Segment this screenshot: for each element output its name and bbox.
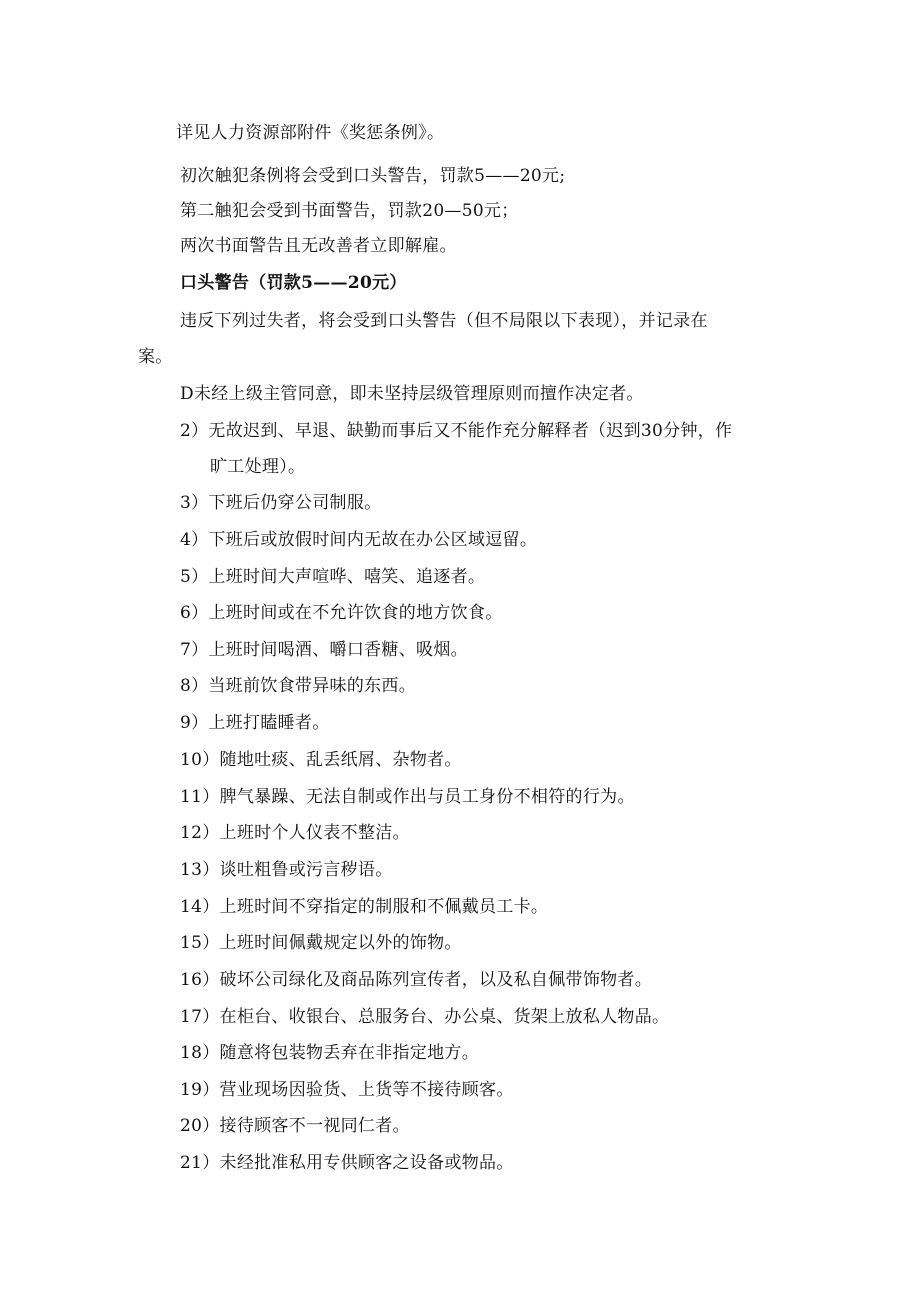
- list-item: 20）接待顾客不一视同仁者。: [180, 1116, 410, 1136]
- list-item: 13）谈吐粗鲁或污言秽语。: [180, 860, 393, 880]
- list-item: 9）上班打瞌睡者。: [180, 713, 330, 733]
- list-item: 14）上班时间不穿指定的制服和不佩戴员工卡。: [180, 897, 549, 917]
- list-item: 6）上班时间或在不允许饮食的地方饮食。: [180, 603, 503, 623]
- intro-line-3: 第二触犯会受到书面警告，罚款20—50元；: [180, 201, 519, 221]
- list-item: 10）随地吐痰、乱丢纸屑、杂物者。: [180, 750, 462, 770]
- list-item: 7）上班时间喝酒、嚼口香糖、吸烟。: [180, 640, 468, 660]
- list-item: 12）上班时个人仪表不整洁。: [180, 823, 410, 843]
- list-item: 19）营业现场因验货、上货等不接待顾客。: [180, 1080, 514, 1100]
- intro-line-2: 初次触犯条例将会受到口头警告，罚款5——20元;: [180, 166, 566, 186]
- intro-line-4: 两次书面警告且无改善者立即解雇。: [180, 236, 457, 256]
- list-item: 5）上班时间大声喧哗、嘻笑、追逐者。: [180, 567, 486, 587]
- list-item-continuation: 旷工处理）。: [210, 457, 306, 477]
- list-item: 17）在柜台、收银台、总服务台、办公桌、货架上放私人物品。: [180, 1007, 670, 1027]
- list-item: 16）破坏公司绿化及商品陈列宣传者，以及私自佩带饰物者。: [180, 970, 653, 990]
- list-item: 18）随意将包装物丢弃在非指定地方。: [180, 1043, 480, 1063]
- list-item: 3）下班后仍穿公司制服。: [180, 493, 382, 513]
- list-item: 11）脾气暴躁、无法自制或作出与员工身份不相符的行为。: [180, 787, 635, 807]
- list-item: 4）下班后或放假时间内无故在办公区域逗留。: [180, 530, 538, 550]
- list-item: 8）当班前饮食带异味的东西。: [180, 676, 417, 696]
- list-item: 15）上班时间佩戴规定以外的饰物。: [180, 933, 462, 953]
- list-item: D未经上级主管同意，即未坚持层级管理原则而擅作决定者。: [180, 384, 644, 404]
- paragraph-line-2: 案。: [138, 347, 173, 367]
- list-item: 2）无故迟到、早退、缺勤而事后又不能作充分解释者（迟到30分钟，作: [180, 421, 733, 441]
- section-heading: 口头警告（罚款5——20元）: [180, 273, 407, 293]
- intro-line-1: 详见人力资源部附件《奖惩条例》。: [176, 123, 445, 143]
- list-item: 21）未经批准私用专供顾客之设备或物品。: [180, 1153, 514, 1173]
- paragraph-line-1: 违反下列过失者，将会受到口头警告（但不局限以下表现），并记录在: [180, 311, 708, 331]
